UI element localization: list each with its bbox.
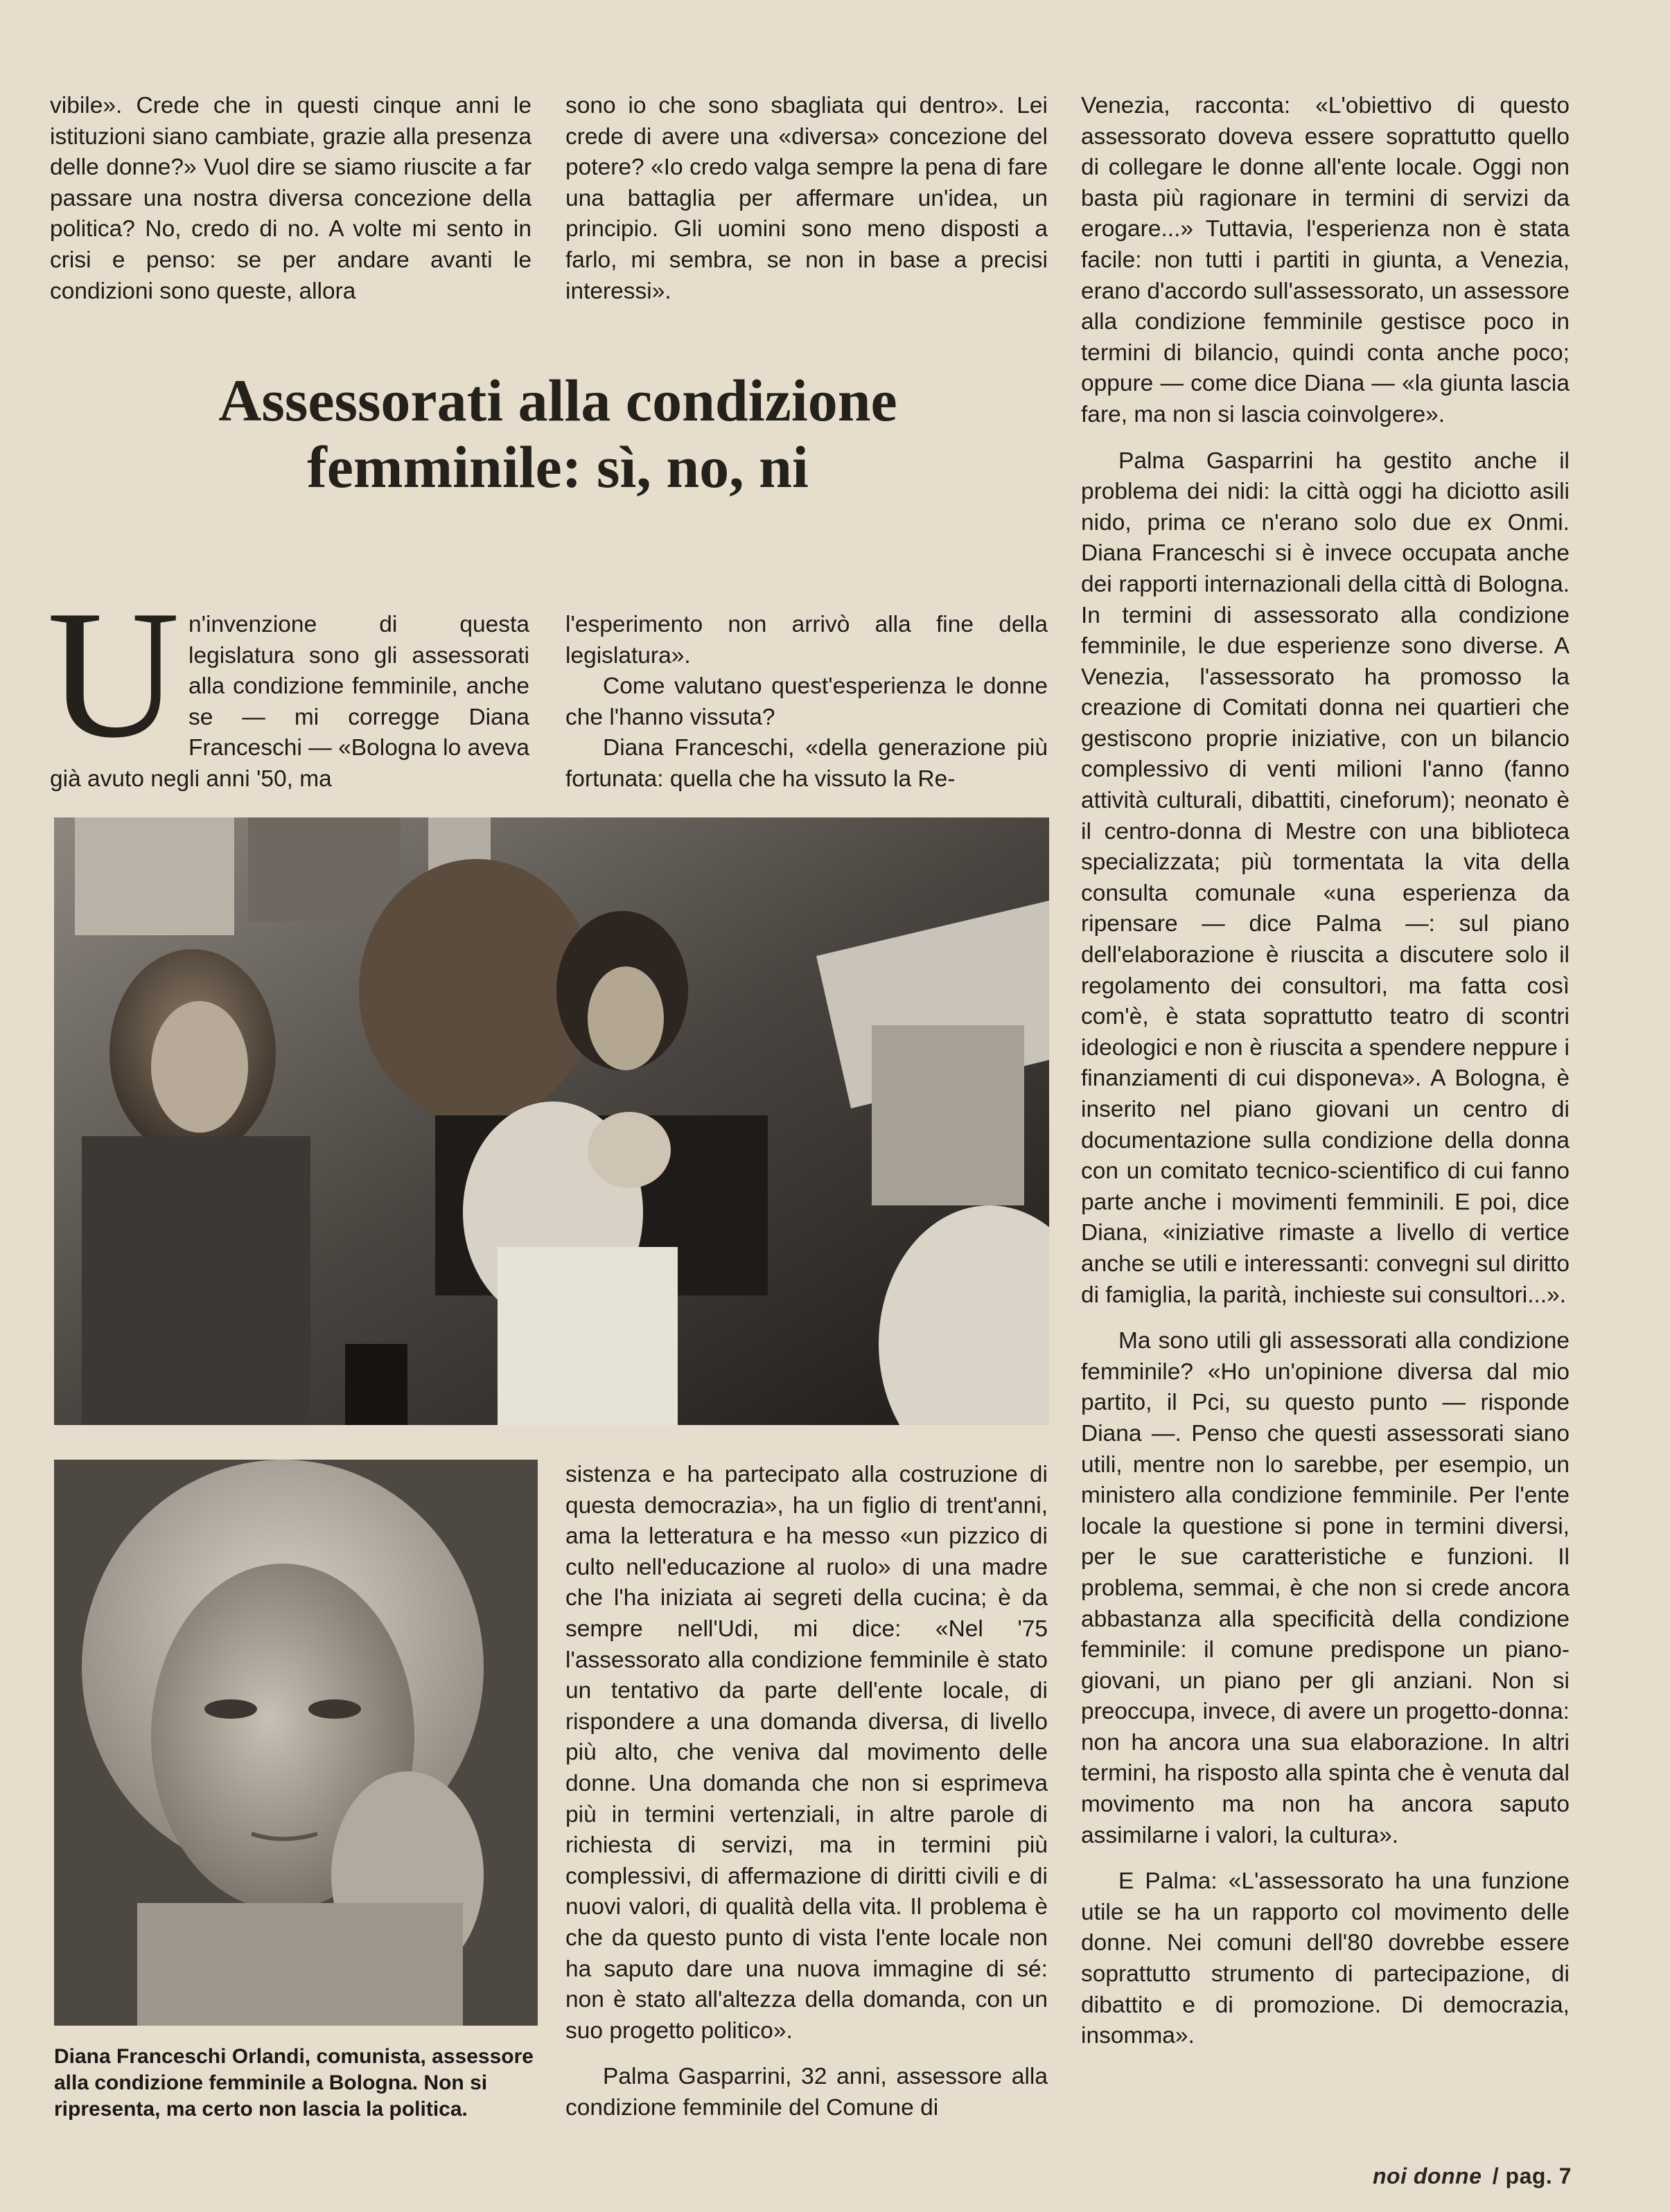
headline: Assessorati alla condizione femminile: sì, no, ni <box>218 367 897 500</box>
column-2-bottom <box>565 1460 1048 2123</box>
paragraph: sono io che sono sbagliata qui dentro». Lei crede di avere una «diversa» concezione del potere? «Io credo valga sempre la pena di fare una battaglia per affermare un'idea, un principio. Gli uomini sono meno disposti a farlo, mi sembra, se non in base a precisi interessi». <box>565 93 1048 304</box>
paragraph: Venezia, racconta: «L'obiettivo di questo assessorato doveva essere soprattutto quello di collegare le donne all'ente locale. Oggi non basta più ragionare in termini di servizi da erogare...» Tuttavia, l'esperienza non è stata facile: non tutti i partiti in giunta, a Venezia, erano d'accordo sull'assessorato, un assessore alla condizione femminile gestisce poco in termini di bilancio, quindi conta anche poco; oppure — come dice Diana — «la giunta lascia fare, ma non si lascia coinvolgere». <box>1081 93 1570 427</box>
portrait-photo-image <box>54 1460 538 2026</box>
intro-column-2 <box>565 610 1048 795</box>
bleed-through-title <box>901 0 1594 55</box>
intro-text: n'invenzione di questa legislatura sono gli assessorati alla condizione femminile, anche se — mi corregge Diana Franceschi — «Bologna lo aveva già avuto negli anni '50, ma <box>50 612 529 792</box>
paragraph: vibile». Crede che in questi cinque anni le istituzioni siano cambiate, grazie alla presenza delle donne?» Vuol dire se siamo riuscite a far passare una nostra diversa concezione della politica? No, credo di no. A volte mi sento in crisi e penso: se per andare avanti le condizioni sono queste, allora <box>50 93 531 304</box>
paragraph: Palma Gasparrini ha gestito anche il problema dei nidi: la città oggi ha diciotto asili nido, prima ce n'erano solo due ex Onmi. Diana Franceschi si è invece occupata anche dei rapporti internazionali della città di Bologna. In termini di assessorato alla condizione femminile, le due esperienze sono diverse. A Venezia, l'assessorato ha promosso la creazione di Comitati donna nei quartieri che gestiscono proprie iniziative, con un bilancio complessivo di venti milioni l'anno (fanno attività culturali, dibattiti, cineforum); neonato è il centro-donna di Mestre con una biblioteca specializzata; più tormentata la vita della consulta comunale «una esperienza da ripensare — dice Palma —: sul piano dell'elaborazione è riuscita a discutere solo il regolamento dei consultori, ma fatta così com'è, è stata soprattutto teatro di scontri ideologici e non è riuscita a spendere neppure i finanziamenti di cui disponeva». A Bologna, è inserito nel piano giovani un centro di documentazione sulla condizione della donna con un comitato tecnico-scientifico di cui fanno parte anche i movimenti femminili. E poi, dice Diana, «iniziative rimaste a livello di vertice anche se utili e interessanti: convegni sul diritto di famiglia, la parità, inchieste sui consultori...». <box>1081 448 1570 1308</box>
portrait-photo <box>54 1460 538 2026</box>
column-2-top <box>565 91 1048 307</box>
group-photo-image <box>54 817 1049 1425</box>
group-photo <box>54 817 1049 1425</box>
intro-column-1 <box>47 573 529 795</box>
paragraph: Come valutano quest'esperienza le donne che l'hanno vissuta? <box>565 673 1048 730</box>
paragraph: Palma Gasparrini, 32 anni, assessore alla condizione femminile del Comune di <box>565 2064 1048 2121</box>
page-footer <box>1373 2164 1572 2189</box>
page-number: / pag. 7 <box>1492 2164 1572 2188</box>
paragraph: Diana Franceschi, «della generazione più fortunata: quella che ha vissuto la Re- <box>565 735 1048 792</box>
magazine-logo: noi donne <box>1373 2164 1482 2188</box>
column-3 <box>1081 91 1570 2052</box>
column-1-top <box>50 91 531 307</box>
paragraph: sistenza e ha partecipato alla costruzione di questa democrazia», ha un figlio di trent'anni, ama la letteratura e ha messo «un pizzico di culto nell'educazione al ruolo» di una madre che l'ha iniziata ai segreti della cucina; è da sempre nell'Udi, mi dice: «Nel '75 l'assessorato alla condizione femminile è stato un tentativo da parte dell'ente locale, di rispondere a una domanda diversa, di livello più alto, che veniva dal movimento delle donne. Una domanda che non si esprimeva più in termini vertenziali, in altre parole di richiesta di servizi, ma in termini più complessivi, di affermazione di diritti civili e di nuovi valori, di qualità della vita. Il problema è che da questo punto di vista l'ente locale non ha saputo dare una nuova immagine di sé: non è stato all'altezza della domanda, con un suo progetto politico». <box>565 1462 1048 2044</box>
paragraph: E Palma: «L'assessorato ha una funzione utile se ha un rapporto col movimento delle donne. Nei comuni dell'80 dovrebbe essere soprattutto strumento di partecipazione, di dibattito e di promozione. Di democrazia, insomma». <box>1081 1868 1570 2049</box>
paragraph: l'esperimento non arrivò alla fine della legislatura». <box>565 612 1048 669</box>
photo-caption: Diana Franceschi Orlandi, comunista, assessore alla condizione femminile a Bologna. Non si ripresenta, ma certo non lascia la politica. <box>54 2045 534 2121</box>
drop-cap: U <box>47 573 180 776</box>
paragraph: Ma sono utili gli assessorati alla condizione femminile? «Ho un'opinione diversa dal mio partito, il Pci, su questo punto — risponde Diana —. Penso che questi assessorati siano utili, mentre non lo sarebbe, per esempio, un ministero alla condizione femminile. Per l'ente locale la questione si pone in termini diversi, per le sue caratteristiche e funzioni. Il problema, semmai, è che non si crede ancora abbastanza alla specificità della condizione femminile: il comune predispone un piano-giovani, un piano per gli anziani. Non si preoccupa, invece, di avere un progetto-donna: non ha ancora una sua elaborazione. In altri termini, ha risposto alla spinta che è venuta dal movimento ma non ha ancora saputo assimilarne i valori, la cultura». <box>1081 1328 1570 1848</box>
